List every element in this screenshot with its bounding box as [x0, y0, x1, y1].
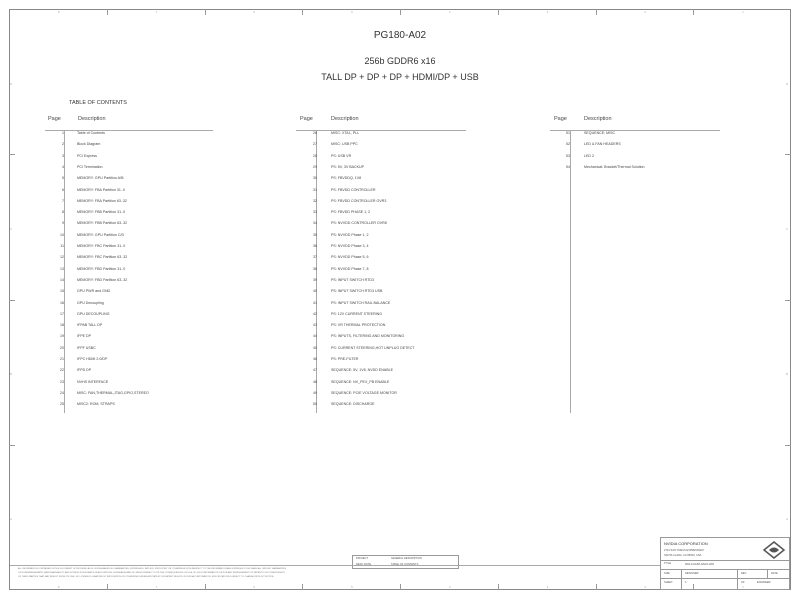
toc-page-number: 17: [60, 311, 64, 316]
col3-page-header: Page: [554, 116, 567, 122]
toc-entry-description: MEMORY: FBD Partition 63..32: [77, 277, 128, 282]
toc-page-number: 28: [313, 153, 317, 158]
border-column-ref: 7: [155, 10, 158, 14]
border-tick: [9, 300, 15, 301]
border-tick: [205, 9, 206, 15]
toc-entry-description: PS: FBVDDQ, 1V8: [331, 176, 362, 181]
toc-entry-description: SEQUENCE: MISC: [584, 131, 616, 135]
toc-page-number: 18: [60, 323, 64, 328]
toc-page-number: 44: [313, 334, 317, 339]
notes-rule: [10, 565, 660, 566]
toc-entry-description: PS: PRE-FILTER: [331, 357, 359, 361]
toc-page-number: 11: [60, 244, 64, 248]
toc-page-number: 41: [313, 300, 317, 305]
toc-entry-description: GPU PWR and GND: [77, 289, 111, 294]
border-tick: [498, 9, 499, 15]
toc-page-number: 24: [60, 390, 64, 395]
col2-page-header: Page: [300, 116, 313, 122]
toc-entry-description: PS: FBVDD PHASE 1, 2: [331, 210, 371, 215]
border-tick: [693, 9, 694, 15]
toc-entry-description: PS: 5V, 3V BACKUP: [331, 164, 365, 169]
company-name: NVIDIA CORPORATION: [664, 541, 708, 546]
toc-entry-description: MEMORY: GPU Partition A/B: [77, 176, 124, 181]
toc-entry-description: Mechanical: Bracket/Thermal Solution: [584, 164, 645, 169]
toc-page-number: 27: [313, 142, 317, 147]
toc-entry-description: PS: VR THERMAL PROTECTION: [331, 323, 386, 328]
toc-entry-description: GPU Decoupling: [77, 300, 104, 305]
toc-page-number: 6: [62, 187, 64, 192]
toc-page-number: 42: [313, 311, 317, 316]
border-tick: [596, 9, 597, 15]
toc-entry-description: GPU DECOUPLING: [77, 311, 110, 316]
toc-page-number: 1: [62, 131, 64, 135]
border-column-ref: 2: [644, 585, 647, 589]
date-label: DATE: [771, 572, 778, 575]
border-column-ref: 6: [253, 10, 256, 14]
toc-entry-description: SEQUENCE: NV_PEX_PB ENABLE: [331, 379, 390, 384]
toc-page-number: 30: [313, 176, 317, 181]
toc-page-number: 29: [313, 164, 317, 169]
toc-page-number: 39: [313, 277, 317, 282]
toc-page-number: 40: [313, 289, 317, 294]
toc-page-number: 16: [60, 300, 64, 305]
project-info-block: [352, 555, 459, 569]
toc-page-number: 3: [62, 153, 64, 158]
border-tick: [596, 584, 597, 590]
toc-entry-description: NVHS INTERFACE: [77, 379, 109, 384]
company-address-2: SANTA CLARA, CA 95050, USA: [664, 554, 702, 557]
toc-entry-description: PS: NVVDD CONTROLLER OVR8: [331, 221, 387, 226]
toc-entry-description: PS: USB VR: [331, 153, 352, 158]
display-outputs: TALL DP + DP + DP + HDMI/DP + USB: [321, 72, 479, 82]
toc-page-number: 7: [62, 198, 64, 203]
toc-entry-description: MISC: FAN,THERMAL,JTAG,GPIO,STEREO: [77, 390, 149, 395]
border-column-ref: 3: [546, 585, 549, 589]
toc-entry-description: MEMORY: GPU Partition C/D: [77, 232, 125, 237]
border-column-ref: 4: [448, 585, 451, 589]
toc-entry-description: MEMORY: FBC Partition 31..0: [77, 244, 126, 248]
col3-desc-header: Description: [584, 116, 612, 122]
toc-entry-description: IFPC HDMI 2.0/DP: [77, 357, 108, 361]
col3-header-rule: [550, 130, 720, 131]
toc-page-number: 4: [62, 164, 64, 169]
rev-label: REV: [741, 572, 747, 575]
toc-page-number: 53: [566, 153, 570, 158]
border-column-ref: 5: [351, 10, 353, 14]
toc-page-number: 37: [313, 255, 317, 260]
toc-page-number: 19: [60, 334, 64, 339]
toc-page-number: 15: [60, 289, 64, 294]
disclaimer-line-1: ALL INFORMATION CONTAINED IN THIS DOCUMENT IS PROVIDED AS IS. NVIDIA MAKES NO WARRANTIES, EXPRESSED, IMPLIED, STATUTORY OR OTHERWISE WITH RESPECT TO THE INFORMATION AND EXPRESSLY DISCLAIMS ALL IMPLIED WARRANTIES: [18, 568, 287, 570]
border-tick: [785, 300, 791, 301]
toc-page-number: 47: [313, 368, 317, 373]
toc-entry-description: MEMORY: FBB Partition 31..0: [77, 210, 126, 215]
project-value: GENERAL DESCRIPTION: [391, 557, 422, 560]
toc-entry-description: IFPE DP: [77, 334, 91, 339]
toc-page-number: 14: [60, 277, 64, 282]
border-tick: [107, 584, 108, 590]
toc-entry-description: PS: NVVDD Phase 1, 2: [331, 232, 369, 237]
toc-entry-description: SEQUENCE: DISCHARGE: [331, 402, 375, 407]
border-row-ref: C: [10, 226, 13, 231]
toc-page-number: 35: [313, 232, 317, 237]
toc-entry-description: PS: 12V CURRENT STEERING: [331, 311, 383, 316]
border-column-ref: 8: [57, 10, 60, 14]
toc-entry-description: SEQUENCE: PCIE VOLTAGE MONITOR: [331, 390, 397, 395]
col2-desc-header: Description: [331, 116, 359, 122]
disclaimer-line-3: OF THIRD PARTIES THAT MAY RESULT FROM ITS USE. NO LICENSE IS GRANTED BY IMPLICATION OR OTHERWISE UNDER ANY PATENT OR PATENT RIGHTS OF NVIDIA CORPORATION. SPECIFICATIONS SUBJECT TO CHANGE WITHOUT NOTICE.: [18, 576, 275, 578]
toc-entry-description: PS: NVVDD Phase 3, 4: [331, 244, 369, 248]
border-tick: [785, 154, 791, 155]
toc-entry-description: PS: NVVDD Phase 5, 6: [331, 255, 369, 260]
border-tick: [400, 9, 401, 15]
col1-header-rule: [45, 130, 213, 131]
col3-divider: [570, 130, 571, 413]
border-column-ref: 6: [253, 585, 256, 589]
toc-page-number: 5: [62, 176, 64, 181]
toc-page-number: 9: [62, 221, 64, 226]
toc-entry-description: PS: INPUT SWITCH RAIL BALANCE: [331, 300, 391, 305]
toc-page-number: 22: [60, 368, 64, 373]
border-tick: [785, 445, 791, 446]
toc-entry-description: Table of Contents: [77, 131, 105, 135]
toc-page-number: 12: [60, 255, 64, 260]
toc-page-number: 2: [62, 142, 64, 147]
nvidia-logo-icon: [762, 540, 786, 560]
toc-entry-description: IFPD DP: [77, 368, 92, 373]
designer-label: DESIGNER: [685, 572, 699, 575]
drawing-number: 600-1G180-0A02-200: [685, 562, 715, 566]
tb-vrule-2: [737, 569, 738, 589]
toc-page-number: 21: [60, 357, 64, 361]
title-label: TITLE: [664, 562, 672, 565]
toc-page-number: 52: [566, 142, 570, 147]
toc-page-number: 33: [313, 210, 317, 215]
toc-entry-description: IFPAB TALL DP: [77, 323, 103, 328]
toc-entry-description: PS: INPUT SWITCH RTD3: [331, 277, 374, 282]
toc-entry-description: Block Diagram: [77, 142, 101, 147]
toc-page-number: 10: [60, 232, 64, 237]
toc-page-number: 36: [313, 244, 317, 248]
tb-vrule-3: [767, 569, 768, 579]
toc-entry-description: MEMORY: FBD Partition 31..0: [77, 266, 126, 271]
toc-entry-description: MEMORY: FBB Partition 63..32: [77, 221, 128, 226]
border-row-ref: A: [786, 517, 789, 522]
size-label: SIZE: [664, 572, 670, 575]
toc-entry-description: MISC2: ROM, STRAPS: [77, 402, 115, 407]
border-column-ref: 3: [546, 10, 549, 14]
disclaimer-line-2: OF NONINFRINGEMENT, MERCHANTABILITY AND FITNESS FOR A PARTICULAR PURPOSE. NVIDIA ASSUMES NO RESPONSIBILITY FOR THE CONSEQUENCES OF USE OF SUCH INFORMATION OR FOR ANY INFRINGEMENT OF PATENTS OR OTHER RIGHTS: [18, 572, 285, 574]
toc-entry-description: PS: CURRENT STEERING,HOT UNPLUG DETECT: [331, 345, 415, 350]
toc-page-number: 31: [313, 187, 317, 192]
toc-page-number: 45: [313, 345, 317, 350]
border-column-ref: 8: [57, 585, 60, 589]
toc-page-number: 23: [60, 379, 64, 384]
toc-entry-description: SEQUENCE: 5V, 1V8, NVDD ENABLE: [331, 368, 393, 373]
toc-page-number: 46: [313, 357, 317, 361]
toc-page-number: 49: [313, 390, 317, 395]
border-tick: [498, 584, 499, 590]
border-column-ref: 1: [742, 585, 744, 589]
toc-page-number: 54: [566, 164, 570, 169]
toc-entry-description: PS: INPUT SWITCH RTD3 USB: [331, 289, 383, 294]
border-tick: [302, 584, 303, 590]
toc-entry-description: IFPF USBC: [77, 345, 96, 350]
toc-page-number: 50: [313, 402, 317, 407]
tb-vrule-1: [681, 569, 682, 589]
engineer-label: ENGINEER: [757, 581, 771, 584]
border-column-ref: 4: [448, 10, 451, 14]
border-column-ref: 7: [155, 585, 158, 589]
border-tick: [302, 9, 303, 15]
toc-entry-description: MEMORY: FBA Partition 63..32: [77, 198, 127, 203]
toc-page-number: 20: [60, 345, 64, 350]
toc-entry-description: PS: FBVDD CONTROLLER OVR3: [331, 198, 387, 203]
col1-desc-header: Description: [78, 116, 106, 122]
border-row-ref: B: [10, 372, 13, 377]
toc-entry-description: MEMORY: FBC Partition 63..32: [77, 255, 128, 260]
toc-page-number: 26: [313, 131, 317, 135]
border-row-ref: D: [10, 81, 13, 86]
border-row-ref: B: [786, 372, 789, 377]
border-tick: [400, 584, 401, 590]
toc-entry-description: PCI Termination: [77, 164, 103, 169]
toc-entry-description: MEMORY: FBA Partition 31..0: [77, 187, 125, 192]
memory-config: 256b GDDR6 x16: [364, 56, 436, 66]
toc-page-number: 43: [313, 323, 317, 328]
sheet-label: SHEET: [664, 581, 673, 584]
toc-title: TABLE OF CONTENTS: [69, 100, 127, 106]
toc-entry-description: LED & FAN HEADERS: [584, 142, 621, 147]
border-row-ref: C: [786, 226, 789, 231]
col1-page-header: Page: [48, 116, 61, 122]
border-column-ref: 1: [742, 10, 744, 14]
toc-page-number: 32: [313, 198, 317, 203]
toc-entry-description: PS: FBVDD CONTROLLER: [331, 187, 376, 192]
toc-entry-description: LED 2: [584, 153, 594, 158]
toc-page-number: 25: [60, 402, 64, 407]
toc-page-number: 8: [62, 210, 64, 215]
col2-header-rule: [296, 130, 466, 131]
toc-entry-description: MISC: USB PPC: [331, 142, 358, 147]
company-address-1: 2701 SAN TOMAS EXPRESSWAY: [664, 549, 705, 552]
toc-page-number: 51: [566, 131, 570, 135]
toc-entry-description: PS: INPUTS, FILTERING AND MONITORING: [331, 334, 405, 339]
toc-entry-description: MISC: XTAL, PLL: [331, 131, 360, 135]
border-tick: [107, 9, 108, 15]
sheet-border: [9, 9, 791, 590]
toc-page-number: 13: [60, 266, 64, 271]
border-column-ref: 5: [351, 585, 353, 589]
border-row-ref: D: [786, 81, 789, 86]
toc-entry-description: PS: NVVDD Phase 7, 8: [331, 266, 369, 271]
project-label: PROJECT: [356, 557, 369, 560]
of-label: OF: [741, 581, 745, 584]
border-column-ref: 2: [644, 10, 647, 14]
border-tick: [205, 584, 206, 590]
board-title: PG180-A02: [373, 30, 427, 41]
title-block: [660, 537, 790, 590]
sheet-value: 1: [685, 581, 687, 584]
toc-page-number: 38: [313, 266, 317, 271]
col1-divider: [64, 130, 65, 413]
border-tick: [9, 445, 15, 446]
tb-rule-1: [661, 560, 789, 561]
toc-page-number: 48: [313, 379, 317, 384]
border-row-ref: A: [10, 517, 13, 522]
border-tick: [9, 154, 15, 155]
toc-page-number: 34: [313, 221, 317, 226]
toc-entry-description: PCI Express: [77, 153, 97, 158]
